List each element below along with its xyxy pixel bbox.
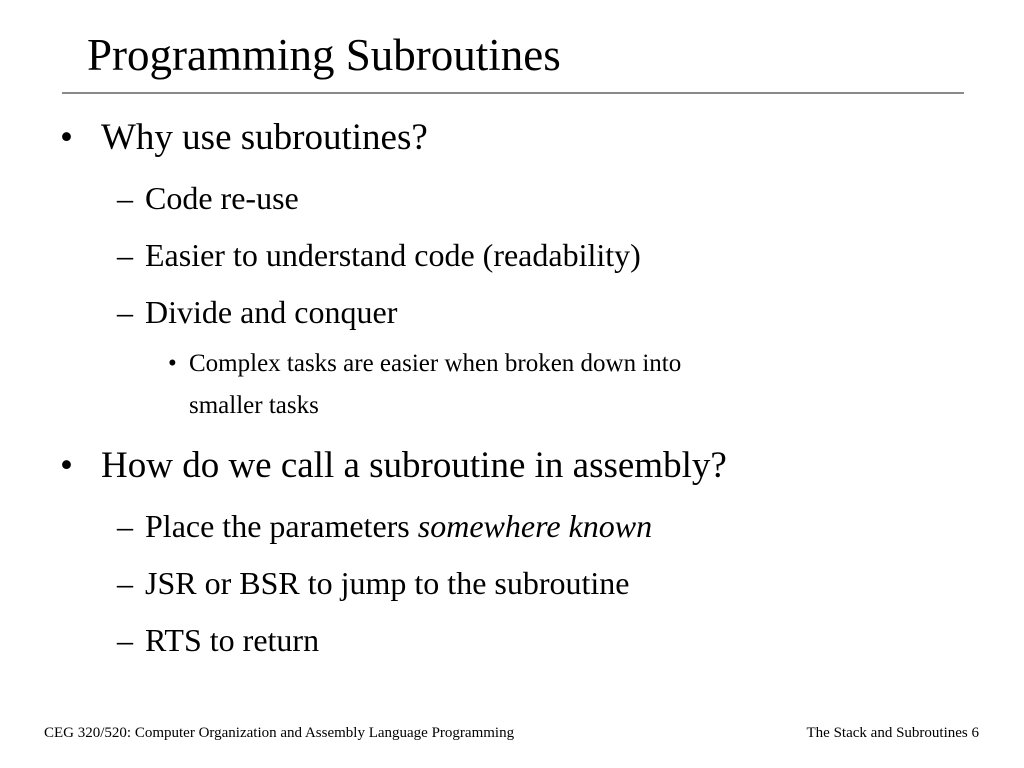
subbullet-place-parameters bbox=[145, 507, 652, 545]
sub-subbullet-marker: • bbox=[168, 350, 177, 377]
footer-course-title: CEG 320/520: Computer Organization and Assembly Language Programming bbox=[44, 725, 515, 741]
subbullet-rts-return: RTS to return bbox=[145, 622, 320, 658]
subbullet-somewhere-known-emphasis: somewhere known bbox=[417, 508, 653, 544]
subbullet-marker: – bbox=[117, 508, 133, 544]
bullet-marker: • bbox=[60, 117, 73, 158]
title-divider bbox=[62, 92, 964, 94]
bullet-why-use-subroutines: Why use subroutines? bbox=[101, 117, 428, 158]
sub-subbullet-complex-tasks-line2: smaller tasks bbox=[189, 392, 319, 419]
subbullet-marker: – bbox=[117, 622, 133, 658]
bullet-call-subroutine-assembly: How do we call a subroutine in assembly? bbox=[101, 445, 727, 486]
subbullet-readability: Easier to understand code (readability) bbox=[145, 237, 641, 273]
subbullet-marker: – bbox=[117, 237, 133, 273]
footer-slide-number: The Stack and Subroutines 6 bbox=[806, 725, 979, 741]
subbullet-divide-and-conquer: Divide and conquer bbox=[145, 294, 398, 330]
subbullet-marker: – bbox=[117, 294, 133, 330]
sub-subbullet-complex-tasks-line1: Complex tasks are easier when broken down into bbox=[189, 350, 682, 377]
subbullet-marker: – bbox=[117, 180, 133, 216]
bullet-marker: • bbox=[60, 445, 73, 486]
subbullet-marker: – bbox=[117, 565, 133, 601]
subbullet-jsr-bsr: JSR or BSR to jump to the subroutine bbox=[145, 565, 630, 601]
subbullet-code-reuse: Code re-use bbox=[145, 180, 299, 216]
slide-title: Programming Subroutines bbox=[87, 30, 561, 80]
subbullet-place-parameters-text: Place the parameters bbox=[145, 508, 418, 544]
